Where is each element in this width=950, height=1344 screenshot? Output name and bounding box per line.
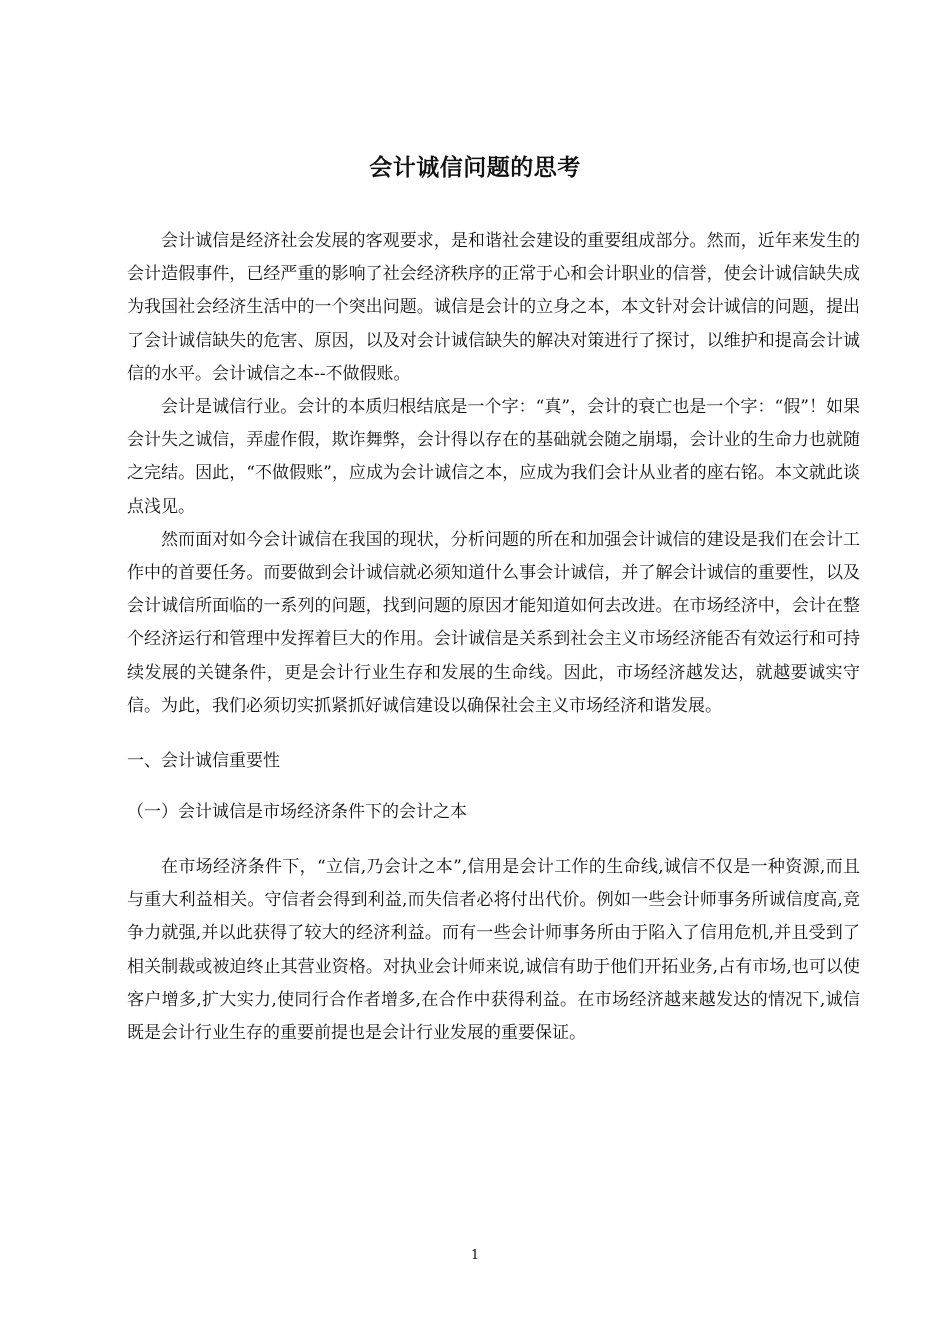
document-body — [127, 225, 860, 1050]
document-title: 会计诚信问题的思考 — [369, 155, 581, 181]
intro-paragraph-3: 然而面对如今会计诚信在我国的现状，分析问题的所在和加强会计诚信的建设是我们在会计工作中的首要任务。而要做到会计诚信就必须知道什么事会计诚信，并了解会计诚信的重要性，以及会计诚信所面临的一系列的问题，找到问题的原因才能知道如何去改进。在市场经济中，会计在整个经济运行和管理中发挥着巨大的作用。会计诚信是关系到社会主义市场经济能否有效运行和可持续发展的关键条件，更是会计行业生存和发展的生命线。因此，市场经济越发达，就越要诚实守信。为此，我们必须切实抓紧抓好诚信建设以确保社会主义市场经济和谐发展。 — [127, 529, 860, 716]
section-heading: 一、会计诚信重要性 — [127, 751, 280, 772]
page-number: 1 — [470, 1248, 480, 1263]
intro-paragraph-1: 会计诚信是经济社会发展的客观要求，是和谐社会建设的重要组成部分。然而，近年来发生的会计造假事件，已经严重的影响了社会经济秩序的正常于心和会计职业的信誉，使会计诚信缺失成为我国社会经济生活中的一个突出问题。诚信是会计的立身之本，本文针对会计诚信的问题，提出了会计诚信缺失的危害、原因，以及对会计诚信缺失的解决对策进行了探讨，以维护和提高会计诚信的水平。会计诚信之本--不做假账。 — [127, 231, 860, 384]
subsection-heading: （一）会计诚信是市场经济条件下的会计之本 — [127, 802, 467, 823]
intro-paragraph-2: 会计是诚信行业。会计的本质归根结底是一个字：“真”，会计的衰亡也是一个字：“假”！如果会计失之诚信，弄虚作假，欺诈舞弊，会计得以存在的基础就会随之崩塌，会计业的生命力也就随之完结。因此，“不做假账”，应成为会计诚信之本，应成为我们会计从业者的座右铭。本文就此谈点浅见。 — [127, 397, 860, 517]
subsection-paragraph: 在市场经济条件下，“立信,乃会计之本”,信用是会计工作的生命线,诚信不仅是一种资源,而且与重大利益相关。守信者会得到利益,而失信者必将付出代价。例如一些会计师事务所诚信度高,竞争力就强,并以此获得了较大的经济利益。而有一些会计师事务所由于陷入了信用危机,并且受到了相关制裁或被迫终止其营业资格。对执业会计师来说,诚信有助于他们开拓业务,占有市场,也可以使客户增多,扩大实力,使同行合作者增多,在合作中获得利益。在市场经济越来越发达的情况下,诚信既是会计行业生存的重要前提也是会计行业发展的重要保证。 — [127, 857, 860, 1044]
